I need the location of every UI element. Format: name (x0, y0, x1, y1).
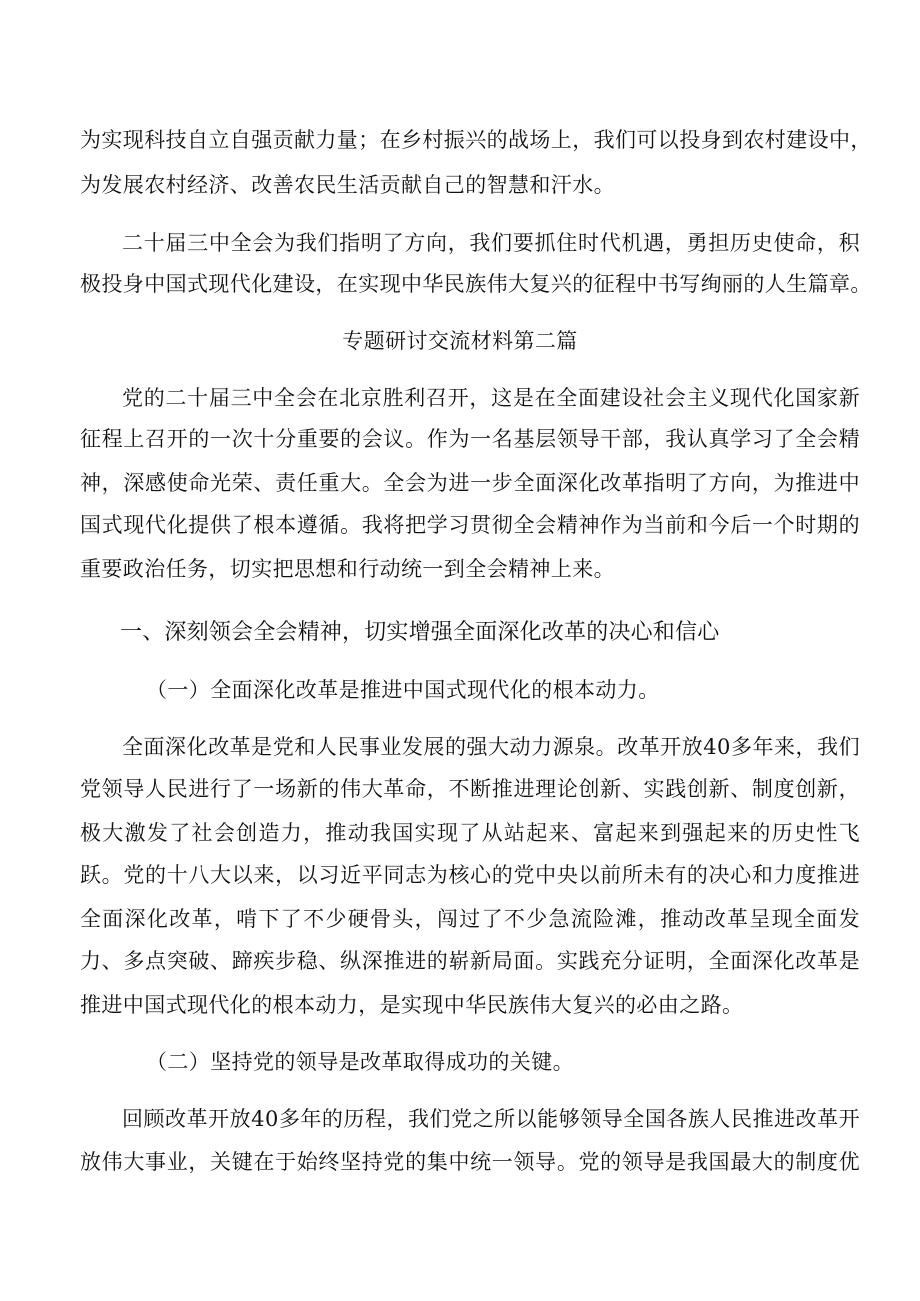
section-heading: 一、深刻领会全会精神，切实增强全面深化改革的决心和信心 (120, 620, 720, 645)
paragraph-line: 党领导人民进行了一场新的伟大革命，不断推进理论创新、实践创新、制度创新， (80, 777, 860, 801)
paragraph-line: 回顾改革开放40多年的历程，我们党之所以能够领导全国各族人民推进改革开 (122, 1107, 860, 1131)
subsection-heading: （一）全面深化改革是推进中国式现代化的根本动力。 (146, 678, 660, 702)
paragraph-line: 全面深化改革，啃下了不少硬骨头，闯过了不少急流险滩，推动改革呈现全面发 (80, 907, 860, 931)
paragraph-line: 神，深感使命光荣、责任重大。全会为进一步全面深化改革指明了方向，为推进中 (80, 471, 860, 495)
paragraph-line: 国式现代化提供了根本遵循。我将把学习贯彻全会精神作为当前和今后一个时期的 (80, 513, 860, 537)
paragraph-line: 征程上召开的一次十分重要的会议。作为一名基层领导干部，我认真学习了全会精 (80, 427, 860, 451)
paragraph-line: 二十届三中全会为我们指明了方向，我们要抓住时代机遇，勇担历史使命，积 (122, 231, 860, 255)
paragraph-line: 重要政治任务，切实把思想和行动统一到全会精神上来。 (80, 557, 615, 581)
paragraph-line: 极投身中国式现代化建设，在实现中华民族伟大复兴的征程中书写绚丽的人生篇章。 (80, 272, 872, 296)
paragraph-line: 为发展农村经济、改善农民生活贡献自己的智慧和汗水。 (80, 173, 615, 197)
paragraph-line: 推进中国式现代化的根本动力，是实现中华民族伟大复兴的必由之路。 (80, 993, 744, 1017)
paragraph-line: 为实现科技自立自强贡献力量；在乡村振兴的战场上，我们可以投身到农村建设中， (80, 128, 872, 152)
section-title: 专题研讨交流材料第二篇 (342, 329, 578, 353)
paragraph-line: 全面深化改革是党和人民事业发展的强大动力源泉。改革开放40多年来，我们 (122, 735, 860, 759)
subsection-heading: （二）坚持党的领导是改革取得成功的关键。 (146, 1050, 574, 1074)
paragraph-line: 党的二十届三中全会在北京胜利召开，这是在全面建设社会主义现代化国家新 (122, 386, 860, 410)
paragraph-line: 极大激发了社会创造力，推动我国实现了从站起来、富起来到强起来的历史性飞 (80, 821, 860, 845)
paragraph-line: 放伟大事业，关键在于始终坚持党的集中统一领导。党的领导是我国最大的制度优 (80, 1150, 860, 1174)
paragraph-line: 力、多点突破、蹄疾步稳、纵深推进的崭新局面。实践充分证明，全面深化改革是 (80, 949, 860, 973)
paragraph-line: 跃。党的十八大以来，以习近平同志为核心的党中央以前所未有的决心和力度推进 (80, 863, 860, 887)
